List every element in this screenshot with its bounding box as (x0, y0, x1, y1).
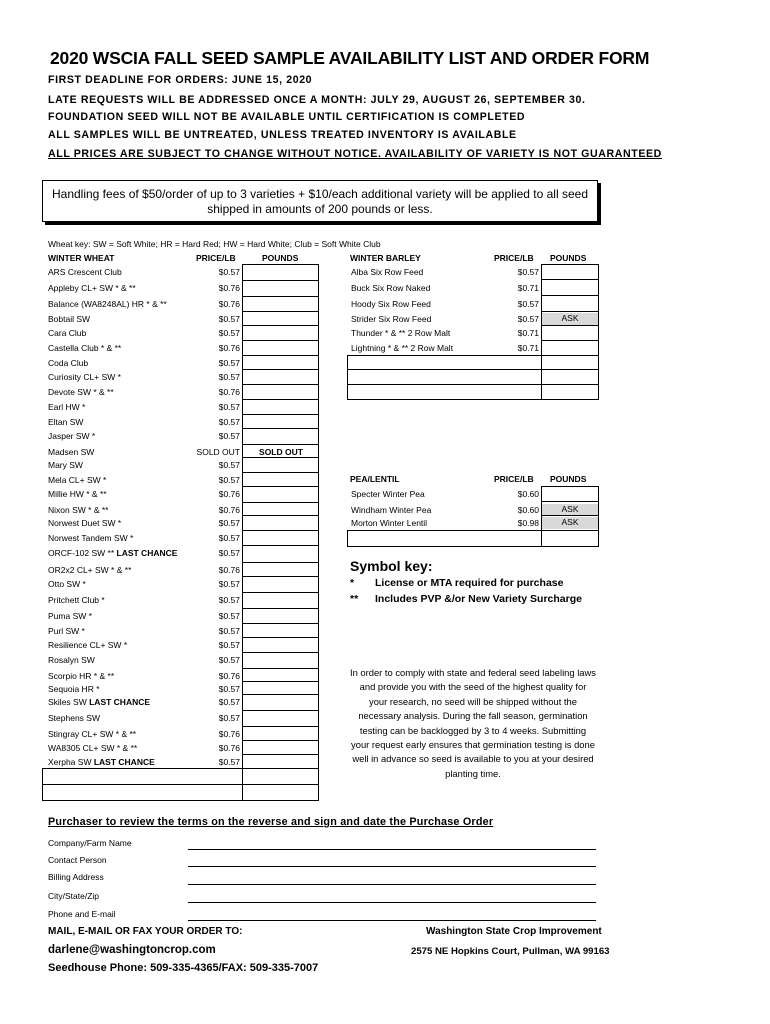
wheat-blank-row-border (42, 784, 319, 785)
last-chance-label: LAST CHANCE (89, 697, 151, 707)
wheat-pounds-input[interactable] (243, 546, 318, 558)
barley-blank-row-border (347, 384, 599, 385)
field-label-company: Company/Farm Name (48, 838, 132, 848)
barley-variety-name: Hoody Six Row Feed (351, 299, 431, 309)
wheat-pounds-input[interactable] (243, 265, 318, 277)
barley-price: $0.57 (517, 314, 539, 324)
wheat-pounds-input[interactable] (243, 711, 318, 723)
pea-header-price: PRICE/LB (494, 474, 534, 484)
wheat-header-pounds: POUNDS (262, 253, 299, 263)
barley-pounds-cell-border (541, 311, 599, 312)
barley-variety-name: Alba Six Row Feed (351, 267, 424, 277)
wheat-pounds-input[interactable] (243, 281, 318, 293)
symbol-key-text-1: License or MTA required for purchase (375, 577, 564, 589)
wheat-pounds-input[interactable] (243, 415, 318, 427)
wheat-variety-name: Scorpio HR * & ** (48, 671, 115, 681)
wheat-price: SOLD OUT (196, 447, 240, 457)
wheat-variety-name: Appleby CL+ SW * & ** (48, 283, 136, 293)
wheat-pounds-input[interactable] (243, 341, 318, 353)
wheat-pounds-input[interactable] (243, 577, 318, 589)
wheat-pounds-input[interactable] (243, 473, 318, 485)
handling-fee-line1: Handling fees of $50/order of up to 3 varieties + $10/each additional variety will be applied to all seed (51, 187, 588, 201)
barley-pounds-cell-border (541, 340, 599, 341)
barley-header-pounds: POUNDS (550, 253, 587, 263)
wheat-pounds-input[interactable] (243, 429, 318, 441)
wheat-price: $0.57 (218, 697, 240, 707)
field-label-city: City/State/Zip (48, 891, 100, 901)
wheat-price: $0.57 (218, 475, 240, 485)
wheat-pounds-input[interactable] (243, 400, 318, 412)
wheat-pounds-right-border (318, 264, 319, 800)
field-line-city[interactable] (188, 902, 596, 903)
wheat-variety-name: Puma SW * (48, 611, 92, 621)
wheat-blank-row-border (42, 800, 319, 801)
pea-pounds-input[interactable] (542, 488, 598, 500)
barley-pounds-cell-border (541, 325, 599, 326)
wheat-price: $0.76 (218, 489, 240, 499)
pea-variety-name: Windham Winter Pea (351, 505, 432, 515)
wheat-header-price: PRICE/LB (196, 253, 236, 263)
barley-pounds-left-border (541, 264, 542, 400)
field-line-contact[interactable] (188, 866, 596, 867)
wheat-price: $0.76 (218, 671, 240, 681)
wheat-pounds-input[interactable] (243, 531, 318, 543)
wheat-variety-name (48, 697, 150, 707)
wheat-variety-name: Pritchett Club * (48, 595, 105, 605)
wheat-pounds-input[interactable] (243, 682, 318, 694)
wheat-variety-name: Cara Club (48, 328, 87, 338)
wheat-price: $0.57 (218, 713, 240, 723)
wheat-price: $0.57 (218, 595, 240, 605)
barley-price: $0.71 (517, 328, 539, 338)
pea-price: $0.60 (517, 505, 539, 515)
field-label-contact: Contact Person (48, 855, 107, 865)
pea-blank-left-border (347, 530, 348, 546)
wheat-variety-name: Otto SW * (48, 579, 86, 589)
barley-pounds-input[interactable] (542, 282, 598, 294)
barley-variety-name: Thunder * & ** 2 Row Malt (351, 328, 451, 338)
wheat-pounds-input[interactable] (243, 516, 318, 528)
wheat-pounds-input[interactable] (243, 695, 318, 707)
wheat-pounds-input[interactable] (243, 741, 318, 753)
pea-pounds-right-border (598, 486, 599, 546)
wheat-variety-name: Earl HW * (48, 402, 86, 412)
wheat-blank-row-border (42, 768, 319, 769)
wheat-price: $0.57 (218, 518, 240, 528)
barley-price: $0.57 (517, 267, 539, 277)
wheat-price: $0.57 (218, 328, 240, 338)
contact-email[interactable]: darlene@washingtoncrop.com (48, 944, 216, 956)
barley-pounds-input[interactable] (542, 298, 598, 310)
wheat-price: $0.57 (218, 533, 240, 543)
barley-price: $0.57 (517, 299, 539, 309)
wheat-variety-name: Coda Club (48, 358, 89, 368)
wheat-variety-name: OR2x2 CL+ SW * & ** (48, 565, 132, 575)
handling-fee-line2: shipped in amounts of 200 pounds or less. (207, 202, 433, 216)
wheat-pounds-input[interactable] (243, 370, 318, 382)
org-name: Washington State Crop Improvement (426, 926, 602, 937)
wheat-pounds-input[interactable] (243, 445, 318, 457)
wheat-variety-name (48, 757, 155, 767)
barley-header-price: PRICE/LB (494, 253, 534, 263)
wheat-pounds-soldout: SOLD OUT (259, 447, 303, 457)
wheat-pounds-input[interactable] (243, 487, 318, 499)
header-line-foundation: FOUNDATION SEED WILL NOT BE AVAILABLE UNTIL CERTIFICATION IS COMPLETED (48, 111, 526, 123)
wheat-variety-name: WA8305 CL+ SW * & ** (48, 743, 138, 753)
barley-pounds-input[interactable] (542, 327, 598, 339)
wheat-price: $0.57 (218, 402, 240, 412)
wheat-price: $0.76 (218, 729, 240, 739)
last-chance-label: LAST CHANCE (116, 548, 178, 558)
wheat-pounds-input[interactable] (243, 356, 318, 368)
header-line-late-requests: LATE REQUESTS WILL BE ADDRESSED ONCE A MONTH: JULY 29, AUGUST 26, SEPTEMBER 30. (48, 94, 586, 106)
header-line-prices: ALL PRICES ARE SUBJECT TO CHANGE WITHOUT NOTICE. AVAILABILITY OF VARIETY IS NOT GUARANTEED (48, 148, 662, 160)
wheat-pounds-input[interactable] (243, 669, 318, 681)
wheat-header-name: WINTER WHEAT (48, 253, 115, 263)
wheat-price: $0.76 (218, 343, 240, 353)
pea-pounds-cell-border (541, 515, 599, 516)
wheat-price: $0.57 (218, 684, 240, 694)
wheat-variety-name: Stephens SW (48, 713, 100, 723)
wheat-variety-name: Nixon SW * & ** (48, 505, 109, 515)
wheat-variety-name: Mary SW (48, 460, 83, 470)
wheat-pounds-input[interactable] (243, 624, 318, 636)
wheat-variety-label: Skiles SW (48, 697, 87, 707)
wheat-variety-name: Norwest Duet SW * (48, 518, 122, 528)
wheat-price: $0.57 (218, 358, 240, 368)
barley-pounds-cell-border (541, 295, 599, 296)
wheat-price: $0.76 (218, 387, 240, 397)
wheat-variety-name: Purl SW * (48, 626, 85, 636)
pea-header-name: PEA/LENTIL (350, 474, 400, 484)
wheat-variety-name: Eltan SW (48, 417, 84, 427)
wheat-variety-name: Castella Club * & ** (48, 343, 122, 353)
pea-variety-name: Morton Winter Lentil (351, 518, 428, 528)
pea-pounds-ask: ASK (542, 517, 598, 529)
wheat-variety-name: Sequoia HR * (48, 684, 100, 694)
barley-blank-left-border (347, 355, 348, 400)
contact-phone-fax: Seedhouse Phone: 509-335-4365/FAX: 509-335-7007 (48, 962, 319, 974)
wheat-price: $0.76 (218, 299, 240, 309)
symbol-key-title: Symbol key: (350, 558, 433, 574)
wheat-pounds-left-border (242, 264, 243, 800)
field-label-billing: Billing Address (48, 872, 104, 882)
barley-header-name: WINTER BARLEY (350, 253, 421, 263)
wheat-variety-name: Balance (WA8248AL) HR * & ** (48, 299, 167, 309)
barley-blank-row-border (347, 399, 599, 400)
wheat-price: $0.57 (218, 579, 240, 589)
wheat-variety-name: Stingray CL+ SW * & ** (48, 729, 137, 739)
symbol-key-sym-1: * (350, 577, 355, 589)
barley-variety-name: Lightning * & ** 2 Row Malt (351, 343, 454, 353)
field-line-billing[interactable] (188, 884, 596, 885)
wheat-variety-name: Rosalyn SW (48, 655, 95, 665)
field-line-phone[interactable] (188, 920, 596, 921)
pea-price: $0.60 (517, 489, 539, 499)
compliance-paragraph: In order to comply with state and federal seed labeling laws and provide you with the seed of the highest quality for your research, no seed will be shipped without the necessary analysis. During the fall season, germination testing can be backlogged by 3 to 4 weeks. Submitting your request early ensures that germination testing is done well in advance so seed is available to you at your desired planting time. (350, 667, 596, 779)
barley-variety-name: Strider Six Row Feed (351, 314, 432, 324)
barley-blank-row-border (347, 369, 599, 370)
pea-pounds-ask: ASK (542, 504, 598, 516)
barley-pounds-input[interactable] (542, 342, 598, 354)
pea-pounds-cell-border (541, 486, 599, 487)
wheat-variety-name: Bobtail SW (48, 314, 91, 324)
symbol-key-sym-2: ** (350, 593, 359, 605)
wheat-variety-label: Xerpha SW (48, 757, 92, 767)
wheat-price: $0.57 (218, 548, 240, 558)
wheat-pounds-input[interactable] (243, 609, 318, 621)
wheat-pounds-input[interactable] (243, 638, 318, 650)
pea-blank-row-border (347, 530, 599, 531)
wheat-variety-name: Madsen SW (48, 447, 95, 457)
wheat-price: $0.57 (218, 626, 240, 636)
pea-blank-row-border (347, 546, 599, 547)
mail-label: MAIL, E-MAIL OR FAX YOUR ORDER TO: (48, 926, 243, 937)
wheat-price: $0.57 (218, 655, 240, 665)
barley-pounds-cell-border (541, 264, 599, 265)
wheat-key: Wheat key: SW = Soft White; HR = Hard Red; HW = Hard White; Club = Soft White Club (48, 239, 381, 249)
header-line-deadline: FIRST DEADLINE FOR ORDERS: JUNE 15, 2020 (48, 74, 313, 86)
wheat-price: $0.57 (218, 460, 240, 470)
barley-pounds-input[interactable] (542, 266, 598, 278)
wheat-price: $0.57 (218, 757, 240, 767)
pea-pounds-left-border (541, 486, 542, 546)
field-line-company[interactable] (188, 849, 596, 850)
wheat-variety-name: Jasper SW * (48, 431, 96, 441)
pea-pounds-cell-border (541, 501, 599, 502)
wheat-variety-name: ARS Crescent Club (48, 267, 122, 277)
wheat-price: $0.76 (218, 283, 240, 293)
barley-pounds-right-border (598, 264, 599, 400)
wheat-variety-name: Devote SW * & ** (48, 387, 114, 397)
wheat-price: $0.76 (218, 743, 240, 753)
wheat-price: $0.76 (218, 565, 240, 575)
wheat-pounds-input[interactable] (243, 326, 318, 338)
barley-blank-row-border (347, 355, 599, 356)
wheat-price: $0.57 (218, 417, 240, 427)
page-title: 2020 WSCIA FALL SEED SAMPLE AVAILABILITY LIST AND ORDER FORM (50, 48, 650, 68)
header-line-untreated: ALL SAMPLES WILL BE UNTREATED, UNLESS TREATED INVENTORY IS AVAILABLE (48, 129, 517, 141)
pea-variety-name: Specter Winter Pea (351, 489, 425, 499)
purchaser-heading: Purchaser to review the terms on the reverse and sign and date the Purchase Order (48, 816, 494, 828)
wheat-price: $0.57 (218, 611, 240, 621)
wheat-pounds-input[interactable] (243, 593, 318, 605)
wheat-pounds-input[interactable] (243, 563, 318, 575)
last-chance-label: LAST CHANCE (93, 757, 155, 767)
barley-pounds-cell-border (541, 279, 599, 280)
wheat-price: $0.57 (218, 267, 240, 277)
wheat-variety-label: ORCF-102 SW ** (48, 548, 115, 558)
wheat-price: $0.57 (218, 640, 240, 650)
barley-price: $0.71 (517, 343, 539, 353)
wheat-price: $0.57 (218, 372, 240, 382)
pea-price: $0.98 (517, 518, 539, 528)
wheat-variety-name: Norwest Tandem SW * (48, 533, 134, 543)
pea-header-pounds: POUNDS (550, 474, 587, 484)
wheat-pounds-input[interactable] (243, 312, 318, 324)
wheat-pounds-input[interactable] (243, 653, 318, 665)
wheat-pounds-input[interactable] (243, 727, 318, 739)
org-address: 2575 NE Hopkins Court, Pullman, WA 99163 (411, 946, 610, 957)
wheat-variety-name: Mela CL+ SW * (48, 475, 107, 485)
wheat-price: $0.76 (218, 505, 240, 515)
handling-fee-box (42, 180, 598, 222)
wheat-variety-name: Resilience CL+ SW * (48, 640, 128, 650)
wheat-variety-name: Millie HW * & ** (48, 489, 107, 499)
barley-price: $0.71 (517, 283, 539, 293)
wheat-price: $0.57 (218, 431, 240, 441)
wheat-pounds-input[interactable] (243, 385, 318, 397)
wheat-variety-name (48, 548, 177, 558)
field-label-phone: Phone and E-mail (48, 909, 116, 919)
symbol-key-text-2: Includes PVP &/or New Variety Surcharge (375, 593, 582, 605)
wheat-price: $0.57 (218, 314, 240, 324)
wheat-variety-name: Curiosity CL+ SW * (48, 372, 121, 382)
wheat-pounds-input[interactable] (243, 503, 318, 515)
wheat-pounds-input[interactable] (243, 458, 318, 470)
barley-pounds-ask: ASK (542, 313, 598, 325)
barley-variety-name: Buck Six Row Naked (351, 283, 431, 293)
wheat-pounds-input[interactable] (243, 297, 318, 309)
wheat-pounds-input[interactable] (243, 755, 318, 767)
